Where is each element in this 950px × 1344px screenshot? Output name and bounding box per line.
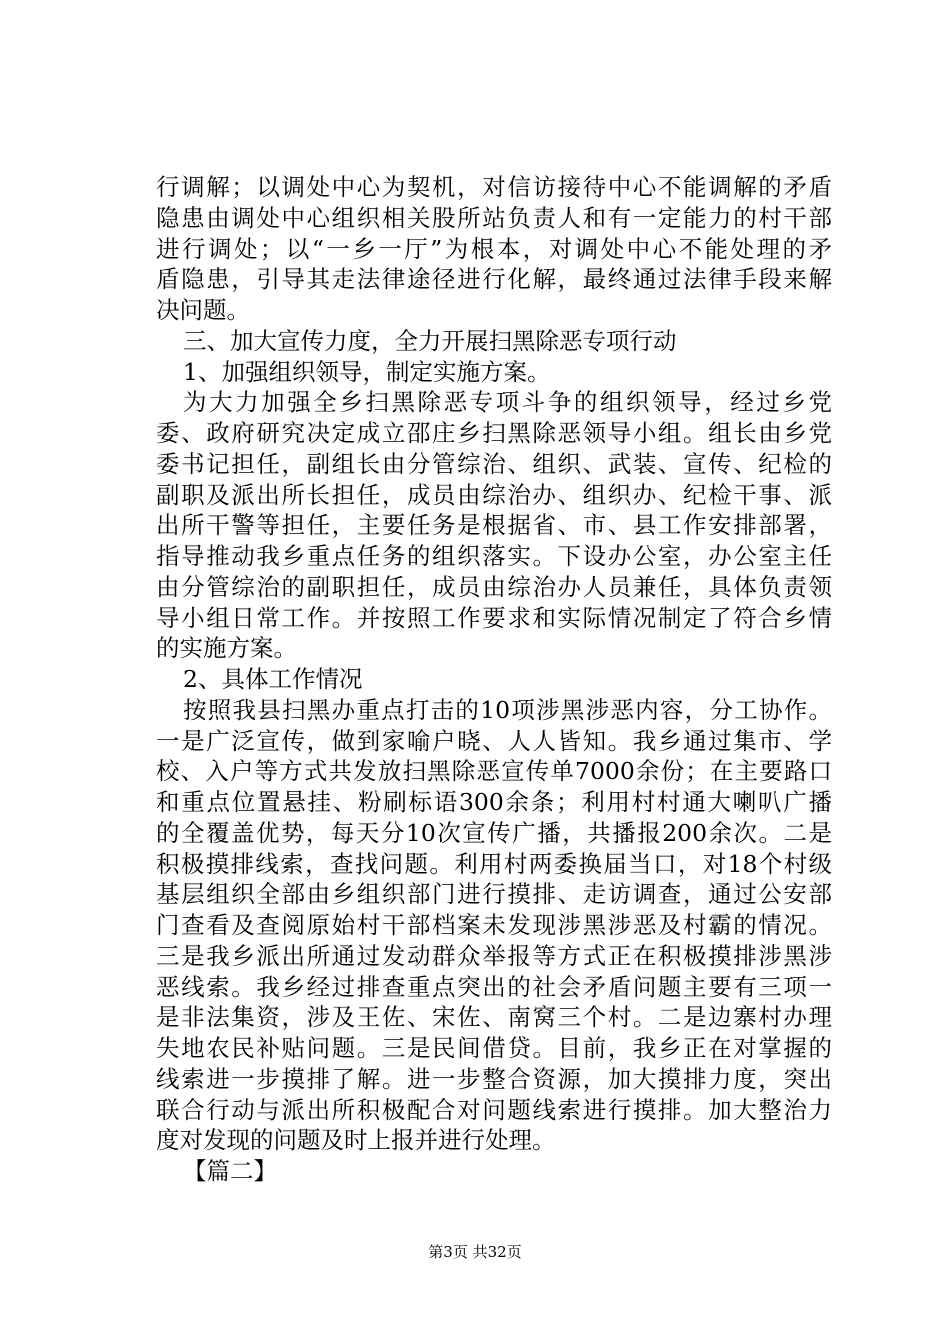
text-line: 盾隐患，引导其走法律途径进行化解，最终通过法律手段来解	[156, 265, 832, 294]
text-line: 出所干警等担任，主要任务是根据省、市、县工作安排部署，	[156, 511, 832, 540]
page-footer	[0, 1242, 950, 1262]
text-line: 由分管综治的副职担任，成员由综治办人员兼任，具体负责领	[156, 572, 832, 601]
text-line: 为大力加强全乡扫黑除恶专项斗争的组织领导，经过乡党	[183, 388, 832, 417]
text-line: 指导推动我乡重点任务的组织落实。下设办公室，办公室主任	[156, 542, 832, 570]
text-line: 恶线索。我乡经过排查重点突出的社会矛盾问题主要有三项一	[156, 972, 832, 1001]
text-line: 按照我县扫黑办重点打击的10项涉黑涉恶内容，分工协作。	[183, 695, 832, 724]
text-line: 是非法集资，涉及王佐、宋佐、南窝三个村。二是边寨村办理	[156, 1003, 832, 1032]
text-line: 委书记担任，副组长由分管综治、组织、武装、宣传、纪检的	[156, 449, 832, 478]
text-line: 决问题。	[156, 296, 250, 324]
body-text	[156, 172, 832, 1187]
text-line: 和重点位置悬挂、粉刷标语300余条；利用村村通大喇叭广播	[156, 788, 832, 816]
text-line: 导小组日常工作。并按照工作要求和实际情况制定了符合乡情	[156, 603, 832, 632]
text-line: 校、入户等方式共发放扫黑除恶宣传单7000余份；在主要路口	[156, 757, 832, 786]
text-line: 门查看及查阅原始村干部档案未发现涉黑涉恶及村霸的情况。	[156, 911, 832, 939]
text-line: 失地农民补贴问题。三是民间借贷。目前，我乡正在对掌握的	[156, 1034, 832, 1062]
text-line: 联合行动与派出所积极配合对问题线索进行摸排。加大整治力	[156, 1095, 832, 1124]
subsection-heading: 2、具体工作情况	[183, 665, 363, 693]
text-line: 线索进一步摸排了解。进一步整合资源，加大摸排力度，突出	[156, 1064, 832, 1093]
section-marker: 【篇二】	[183, 1157, 277, 1185]
text-line: 一是广泛宣传，做到家喻户晓、人人皆知。我乡通过集市、学	[156, 726, 832, 755]
text-line: 副职及派出所长担任，成员由综治办、组织办、纪检干事、派	[156, 480, 832, 509]
text-line: 隐患由调处中心组织相关股所站负责人和有一定能力的村干部	[156, 203, 832, 232]
text-line: 的全覆盖优势，每天分10次宣传广播，共播报200余次。二是	[156, 818, 832, 847]
section-heading: 三、加大宣传力度，全力开展扫黑除恶专项行动	[183, 326, 677, 355]
text-line: 委、政府研究决定成立邵庄乡扫黑除恶领导小组。组长由乡党	[156, 419, 832, 447]
text-line: 进行调处；以“一乡一厅”为根本，对调处中心不能处理的矛	[156, 234, 832, 263]
text-line: 积极摸排线索，查找问题。利用村两委换届当口，对18个村级	[156, 849, 832, 878]
page-number: 第3页 共32页	[428, 1243, 522, 1261]
text-line: 基层组织全部由乡组织部门进行摸排、走访调查，通过公安部	[156, 880, 832, 909]
subsection-heading: 1、加强组织领导，制定实施方案。	[183, 357, 551, 386]
text-line: 三是我乡派出所通过发动群众举报等方式正在积极摸排涉黑涉	[156, 941, 832, 970]
text-line: 度对发现的问题及时上报并进行处理。	[156, 1126, 556, 1155]
text-line: 的实施方案。	[156, 634, 297, 663]
text-line: 行调解；以调处中心为契机，对信访接待中心不能调解的矛盾	[156, 173, 832, 201]
